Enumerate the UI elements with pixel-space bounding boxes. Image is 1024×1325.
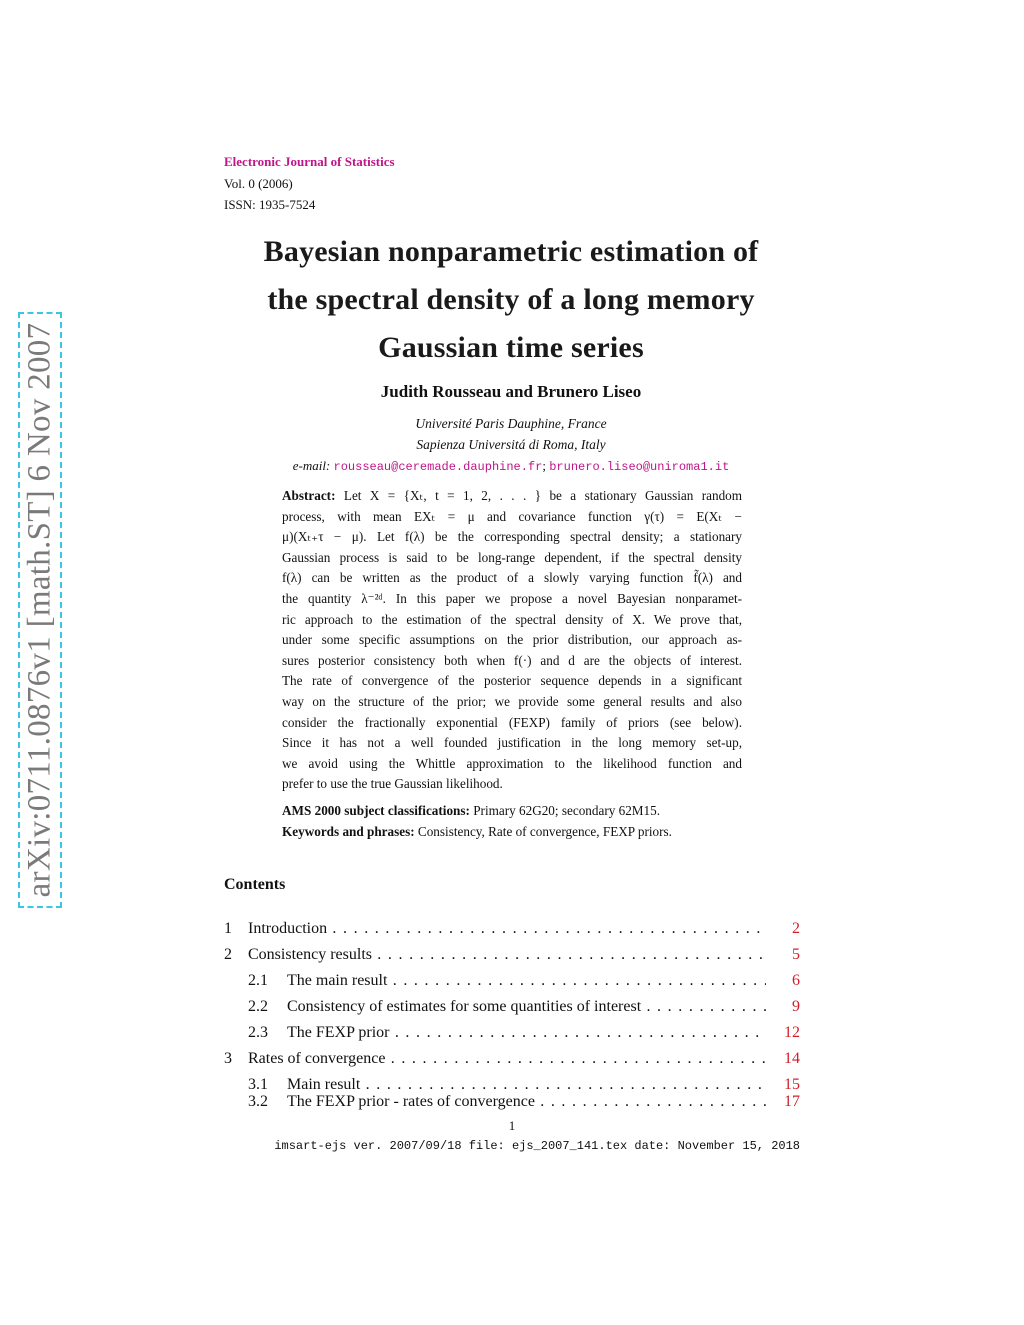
toc-number: 3.1 — [248, 1076, 268, 1093]
toc-number: 2.1 — [248, 972, 268, 989]
toc-page-link[interactable]: 2 — [792, 920, 800, 937]
toc-entry[interactable] — [224, 998, 800, 1020]
toc-entry[interactable] — [224, 972, 800, 994]
toc-page-link[interactable]: 14 — [784, 1050, 800, 1067]
title-line: the spectral density of a long memory — [267, 283, 755, 316]
abstract-line: process, with mean EXₜ = μ and covariance function γ(τ) = E(Xₜ − — [282, 508, 742, 524]
toc-page-link[interactable]: 9 — [792, 998, 800, 1015]
toc-title: The FEXP prior . . . — [287, 1024, 766, 1042]
abstract-line: under some specific assumptions on the prior distribution, our approach as- — [282, 632, 742, 648]
toc-number: 3 — [224, 1050, 232, 1067]
abstract-line: the quantity λ⁻²ᵈ. In this paper we propose a novel Bayesian nonparamet- — [282, 590, 742, 606]
toc-entry[interactable] — [224, 920, 800, 942]
toc-number: 1 — [224, 920, 232, 937]
arxiv-stamp — [18, 312, 62, 908]
toc-title: The main result . . . — [287, 972, 766, 990]
abstract-line: ric approach to the estimation of the spectral density of X. We prove that, — [282, 611, 742, 627]
email-label: e-mail: — [292, 458, 331, 473]
affiliation: Université Paris Dauphine, France — [415, 416, 607, 431]
email-separator: ; — [542, 458, 546, 473]
page-number: 1 — [508, 1118, 516, 1133]
title-line: Gaussian time series — [378, 331, 644, 364]
abstract-line: sures posterior consistency both when f(·) and d are the objects of interest. — [282, 652, 742, 668]
toc-title: The FEXP prior - rates of convergence . . . — [287, 1093, 766, 1111]
affiliation: Sapienza Universitá di Roma, Italy — [416, 437, 606, 452]
toc-page-link[interactable]: 12 — [784, 1024, 800, 1041]
journal-name[interactable]: Electronic Journal of Statistics — [224, 154, 395, 169]
abstract-line: prefer to use the true Gaussian likelihood. — [282, 776, 503, 792]
authors: Judith Rousseau and Brunero Liseo — [380, 382, 642, 401]
toc-title: Introduction . . . — [248, 920, 766, 938]
keywords-value: Consistency, Rate of convergence, FEXP priors. — [417, 824, 672, 839]
paper-title — [224, 228, 798, 372]
toc-entry[interactable] — [224, 1093, 800, 1115]
toc-title: Consistency of estimates for some quantities of interest . . . — [287, 998, 766, 1016]
title-line: Bayesian nonparametric estimation of — [263, 235, 759, 268]
journal-volume: Vol. 0 (2006) — [224, 176, 293, 191]
abstract-line: consider the fractionally exponential (FEXP) family of priors (see below). — [282, 714, 742, 730]
toc-title: Rates of convergence . . . — [248, 1050, 766, 1068]
abstract — [282, 486, 742, 795]
toc-number: 2.2 — [248, 998, 268, 1015]
journal-issn: ISSN: 1935-7524 — [224, 197, 316, 212]
contents-heading: Contents — [224, 876, 286, 893]
ams-classification — [282, 803, 742, 819]
abstract-label: Abstract: — [282, 488, 336, 503]
abstract-line: Abstract: Let X = {Xₜ, t = 1, 2, . . . } be a stationary Gaussian random — [282, 488, 743, 503]
abstract-line: Since it has not a well founded justification in the long memory set-up, — [282, 735, 742, 751]
toc-page-link[interactable]: 6 — [792, 972, 800, 989]
abstract-line: way on the structure of the prior; we provide some general results and also — [282, 693, 742, 709]
keywords-label: Keywords and phrases: — [282, 824, 415, 839]
toc-number: 2.3 — [248, 1024, 268, 1041]
toc-entry[interactable] — [224, 946, 800, 968]
email-line — [224, 458, 798, 474]
arxiv-stamp-text: arXiv:0711.0876v1 [math.ST] 6 Nov 2007 — [21, 322, 58, 898]
email-link-liseo[interactable]: brunero.liseo@uniroma1.it — [549, 460, 730, 474]
abstract-line: μ)(Xₜ₊τ − μ). Let f(λ) be the corresponding spectral density; a stationary — [282, 529, 742, 545]
abstract-line: f(λ) can be written as the product of a slowly varying function f̃(λ) and — [282, 570, 742, 586]
keywords — [282, 824, 742, 840]
abstract-line: The rate of convergence of the posterior sequence depends in a significant — [282, 673, 742, 689]
abstract-line: Gaussian process is said to be long-range dependent, if the spectral density — [282, 549, 742, 565]
toc-page-link[interactable]: 17 — [784, 1093, 800, 1110]
email-link-rousseau[interactable]: rousseau@ceremade.dauphine.fr — [333, 460, 543, 474]
toc-entry[interactable] — [224, 1050, 800, 1072]
abstract-line: we avoid using the Whittle approximation to the likelihood function and — [282, 755, 742, 771]
toc-title: Main result . . . — [287, 1076, 766, 1094]
toc-number: 3.2 — [248, 1093, 268, 1110]
footer-line: imsart-ejs ver. 2007/09/18 file: ejs_2007_141.tex date: November 15, 2018 — [274, 1139, 800, 1153]
toc-number: 2 — [224, 946, 232, 963]
toc-entry[interactable] — [224, 1024, 800, 1046]
ams-label: AMS 2000 subject classifications: — [282, 803, 470, 818]
toc-title: Consistency results . . . — [248, 946, 766, 964]
ams-value: Primary 62G20; secondary 62M15. — [473, 803, 661, 818]
toc-page-link[interactable]: 15 — [784, 1076, 800, 1093]
toc-page-link[interactable]: 5 — [792, 946, 800, 963]
